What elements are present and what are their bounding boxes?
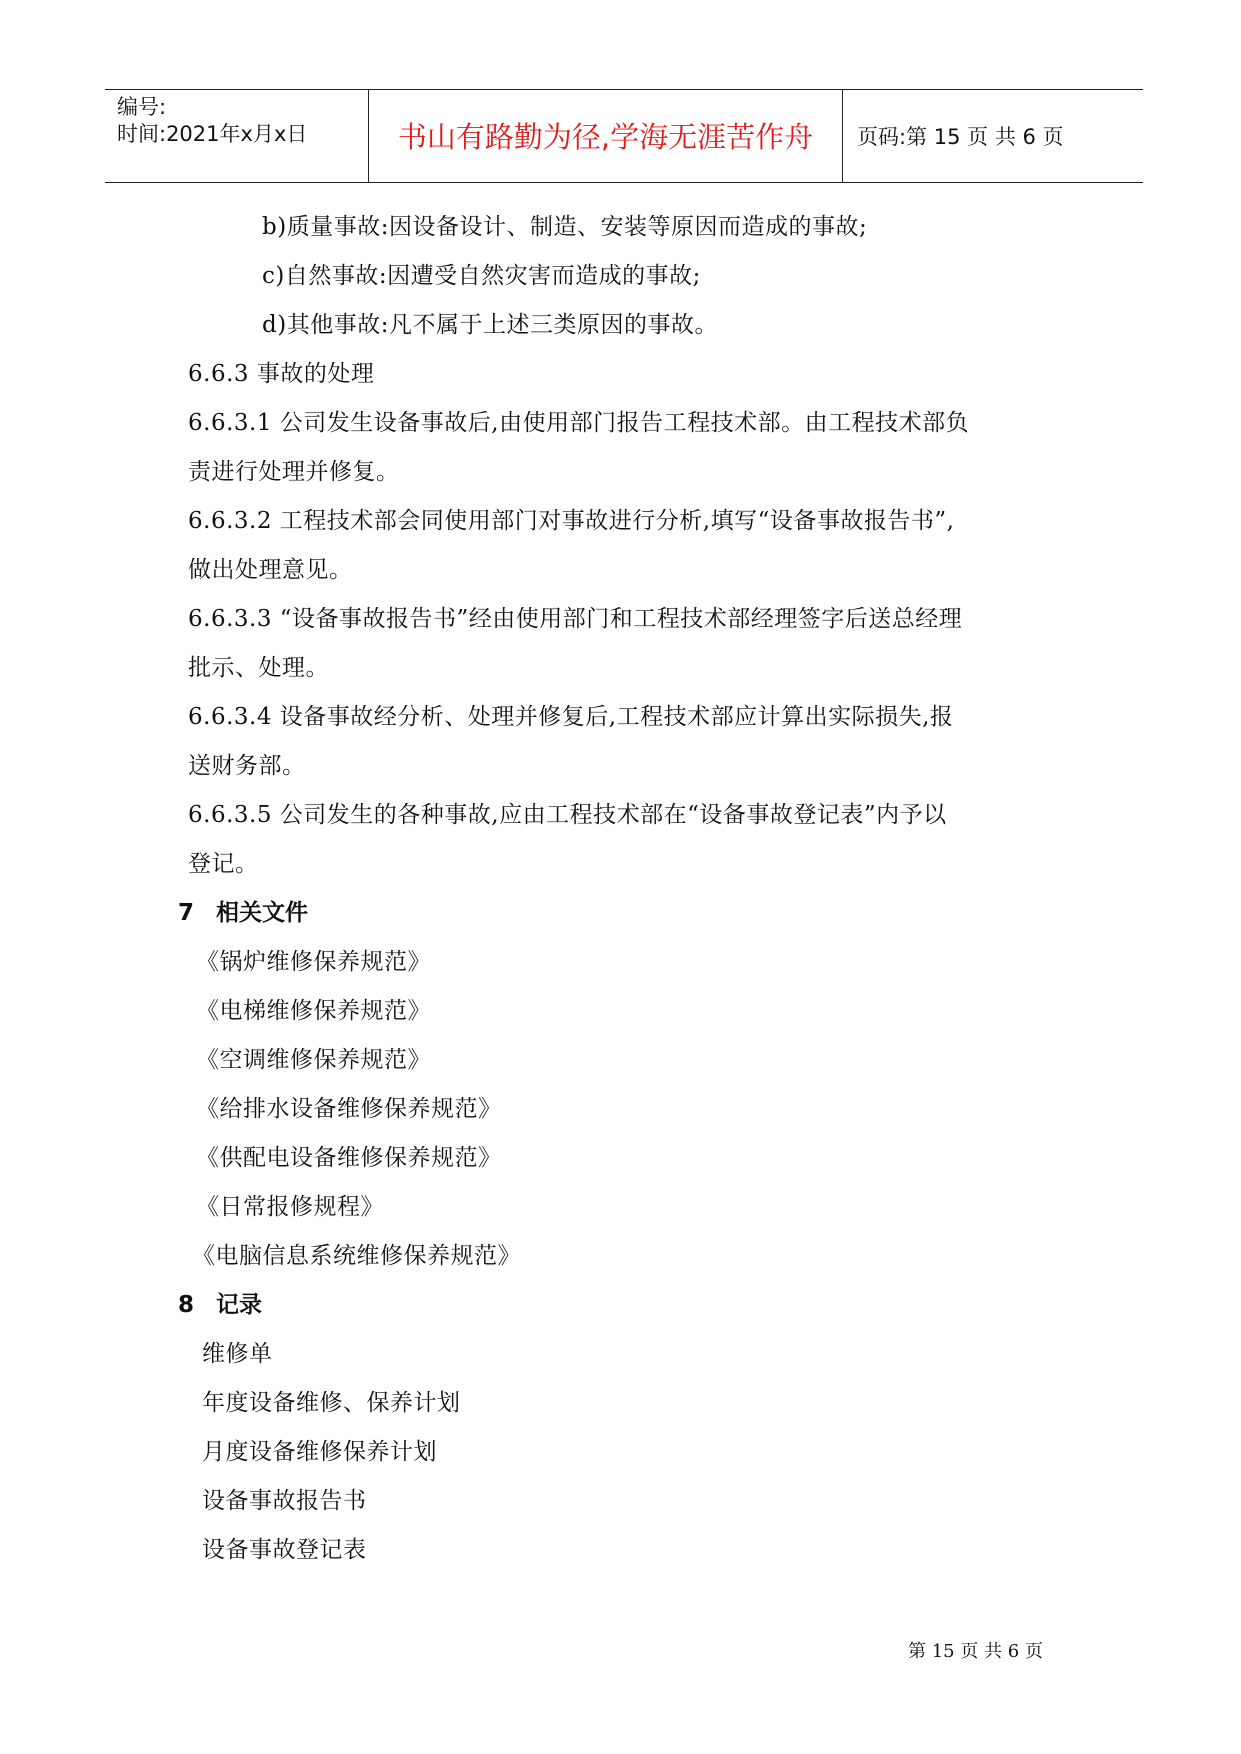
- body-line: 登记。: [188, 851, 259, 877]
- list-item: 设备事故登记表: [202, 1537, 367, 1563]
- list-item: 《电脑信息系统维修保养规范》: [192, 1243, 521, 1269]
- list-item: 《日常报修规程》: [196, 1194, 384, 1220]
- list-item: 年度设备维修、保养计划: [202, 1390, 461, 1416]
- list-item: 《锅炉维修保养规范》: [196, 949, 431, 975]
- section-7-title: 相关文件: [216, 900, 308, 926]
- header-motto: 书山有路勤为径,学海无涯苦作舟: [369, 90, 843, 182]
- body-line: c)自然事故:因遭受自然灾害而造成的事故;: [262, 263, 701, 289]
- body-line: 6.6.3.4 设备事故经分析、处理并修复后,工程技术部应计算出实际损失,报: [188, 704, 954, 730]
- body-line: b)质量事故:因设备设计、制造、安装等原因而造成的事故;: [262, 214, 868, 240]
- header-page-label: 页码:第 15 页 共 6 页: [857, 125, 1064, 149]
- list-item: 《给排水设备维修保养规范》: [196, 1096, 502, 1122]
- list-item: 维修单: [202, 1341, 273, 1367]
- body-line: 6.6.3.2 工程技术部会同使用部门对事故进行分析,填写“设备事故报告书”,: [188, 508, 955, 534]
- body-line: 6.6.3.1 公司发生设备事故后,由使用部门报告工程技术部。由工程技术部负: [188, 410, 970, 436]
- body-line: d)其他事故:凡不属于上述三类原因的事故。: [262, 312, 718, 338]
- section-7-number: 7: [178, 900, 195, 926]
- list-item: 《空调维修保养规范》: [196, 1047, 431, 1073]
- body-line: 责进行处理并修复。: [188, 459, 400, 485]
- section-8-title: 记录: [216, 1292, 262, 1318]
- body-line: 批示、处理。: [188, 655, 329, 681]
- section-8-heading: [178, 1290, 262, 1320]
- page-header: [105, 89, 1143, 183]
- list-item: 月度设备维修保养计划: [202, 1439, 437, 1465]
- list-item: 设备事故报告书: [202, 1488, 367, 1514]
- header-number-label: 编号:: [117, 95, 167, 119]
- section-8-number: 8: [178, 1292, 195, 1318]
- body-line: 6.6.3.3 “设备事故报告书”经由使用部门和工程技术部经理签字后送总经理: [188, 606, 963, 632]
- section-7-heading: [178, 898, 308, 928]
- list-item: 《供配电设备维修保养规范》: [196, 1145, 502, 1171]
- body-line: 6.6.3.5 公司发生的各种事故,应由工程技术部在“设备事故登记表”内予以: [188, 802, 947, 828]
- body-line: 送财务部。: [188, 753, 306, 779]
- header-time-label: 时间:2021年x月x日: [117, 122, 308, 146]
- body-line: 做出处理意见。: [188, 557, 353, 583]
- page-footer: 第 15 页 共 6 页: [908, 1641, 1043, 1662]
- body-line: 6.6.3 事故的处理: [188, 361, 375, 387]
- header-left-cell: [105, 90, 369, 182]
- list-item: 《电梯维修保养规范》: [196, 998, 431, 1024]
